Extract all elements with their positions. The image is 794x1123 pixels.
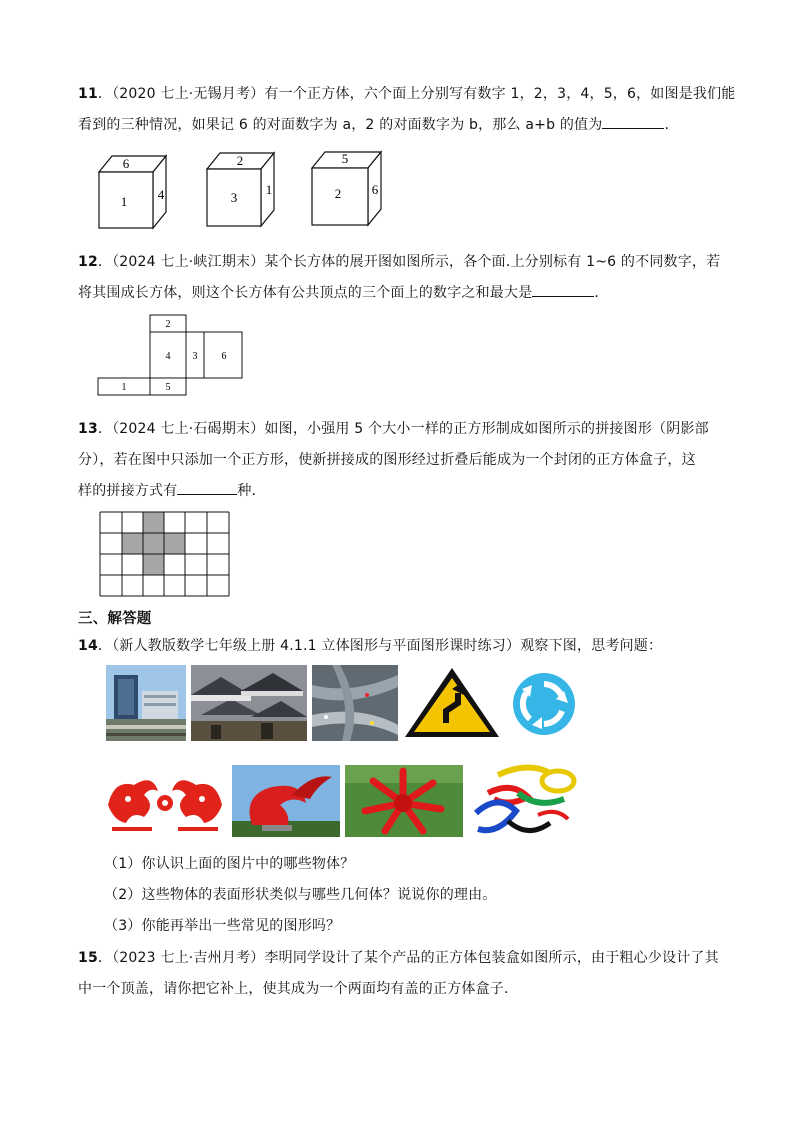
q13-number: 13 — [78, 421, 98, 437]
q14-number: 14 — [78, 638, 98, 654]
q13-answer-blank[interactable] — [177, 482, 237, 495]
q15-line1 — [78, 947, 719, 967]
cube-1-side-label: 4 — [157, 187, 165, 202]
cube-1 — [99, 156, 166, 228]
q13-text1: ．（2024 七上·石碣期末）如图，小强用 5 个大小一样的正方形制成如图所示的拼接图形（阴影部 — [97, 421, 709, 437]
cube-3-front-label: 2 — [334, 186, 342, 201]
net-face-label: 3 — [192, 351, 198, 362]
net-face-label: 1 — [121, 382, 127, 393]
photo-buildings — [106, 665, 186, 741]
cube-1-top-label: 6 — [122, 156, 130, 171]
q13-grid-figure — [99, 511, 231, 597]
q11-number: 11 — [78, 86, 98, 102]
cube-2-front-label: 3 — [230, 190, 238, 205]
q15-line2: 中一个顶盖，请你把它补上，使其成为一个两面均有盖的正方体盒子． — [78, 981, 519, 997]
net-face-label: 5 — [165, 382, 171, 393]
q12-line1 — [78, 251, 720, 271]
q13-text3: 样的拼接方式有 — [78, 483, 178, 499]
cube-3 — [312, 151, 381, 225]
q11-line2 — [78, 114, 669, 134]
q14-text1: ．（新人教版数学七年级上册 4.1.1 立体图形与平面图形课时练习）观察下图，思考问题： — [97, 638, 663, 654]
q13-line2: 分），若在图中只添加一个正方形，使新拼接成的图形经过折叠后能成为一个封闭的正方体盒子，这 — [78, 452, 696, 468]
ribbon-logo — [468, 763, 580, 839]
warning-sign-icon — [402, 665, 502, 741]
q11-answer-blank[interactable] — [602, 116, 664, 129]
cube-2 — [207, 153, 274, 226]
q12-period: ． — [594, 285, 609, 301]
section-heading: 三、解答题 — [78, 611, 152, 627]
paper-cut-dragons — [104, 765, 226, 837]
net-face-label: 6 — [221, 351, 227, 362]
photo-red-sculpture — [232, 765, 340, 837]
q14-line1 — [78, 635, 662, 655]
photo-overpass — [312, 665, 398, 741]
q13-line3 — [78, 480, 266, 500]
q14-sub1: （1）你认识上面的图片中的哪些物体？ — [104, 856, 355, 872]
q15-number: 15 — [78, 950, 98, 966]
q12-number: 12 — [78, 254, 98, 270]
q12-text1: ．（2024 七上·峡江期末）某个长方体的展开图如图所示，各个面.上分别标有 1~6 的不同数字，若 — [97, 254, 721, 270]
q14-sub3: （3）你能再举出一些常见的图形吗？ — [104, 918, 341, 934]
photo-red-starfish-sculpture — [345, 765, 463, 837]
q12-box-net — [96, 313, 246, 399]
q12-text2: 将其围成长方体，则这个长方体有公共顶点的三个面上的数字之和最大是 — [78, 285, 533, 301]
photo-old-town-roofs — [191, 665, 307, 741]
q11-cube-figures — [96, 150, 396, 232]
cube-2-top-label: 2 — [236, 153, 244, 168]
q13-line1 — [78, 418, 709, 438]
net-face-label: 4 — [165, 351, 171, 362]
cube-1-front-label: 1 — [120, 194, 128, 209]
cube-2-side-label: 1 — [265, 182, 273, 197]
q11-text2: 看到的三种情况，如果记 6 的对面数字为 a，2 的对面数字为 b，那么 a+b 的值为 — [78, 117, 603, 133]
q12-line2 — [78, 282, 609, 302]
q11-period: . — [664, 117, 670, 133]
q11-text1: ．（2020 七上·无锡月考）有一个正方体，六个面上分别写有数字 1，2，3，4，5，6，如图是我们能 — [97, 86, 736, 102]
q14-sub2: （2）这些物体的表面形状类似与哪些几何体？说说你的理由。 — [104, 887, 497, 903]
q12-answer-blank[interactable] — [532, 284, 594, 297]
cube-3-side-label: 6 — [371, 182, 379, 197]
q13-unit: 种． — [237, 483, 266, 499]
net-face-label: 2 — [165, 319, 171, 330]
cube-3-top-label: 5 — [341, 151, 349, 166]
q15-text1: ．（2023 七上·吉州月考）李明同学设计了某个产品的正方体包装盒如图所示，由于粗心少设计了其 — [97, 950, 719, 966]
roundabout-sign-icon — [506, 667, 582, 741]
q11-line1 — [78, 83, 736, 103]
